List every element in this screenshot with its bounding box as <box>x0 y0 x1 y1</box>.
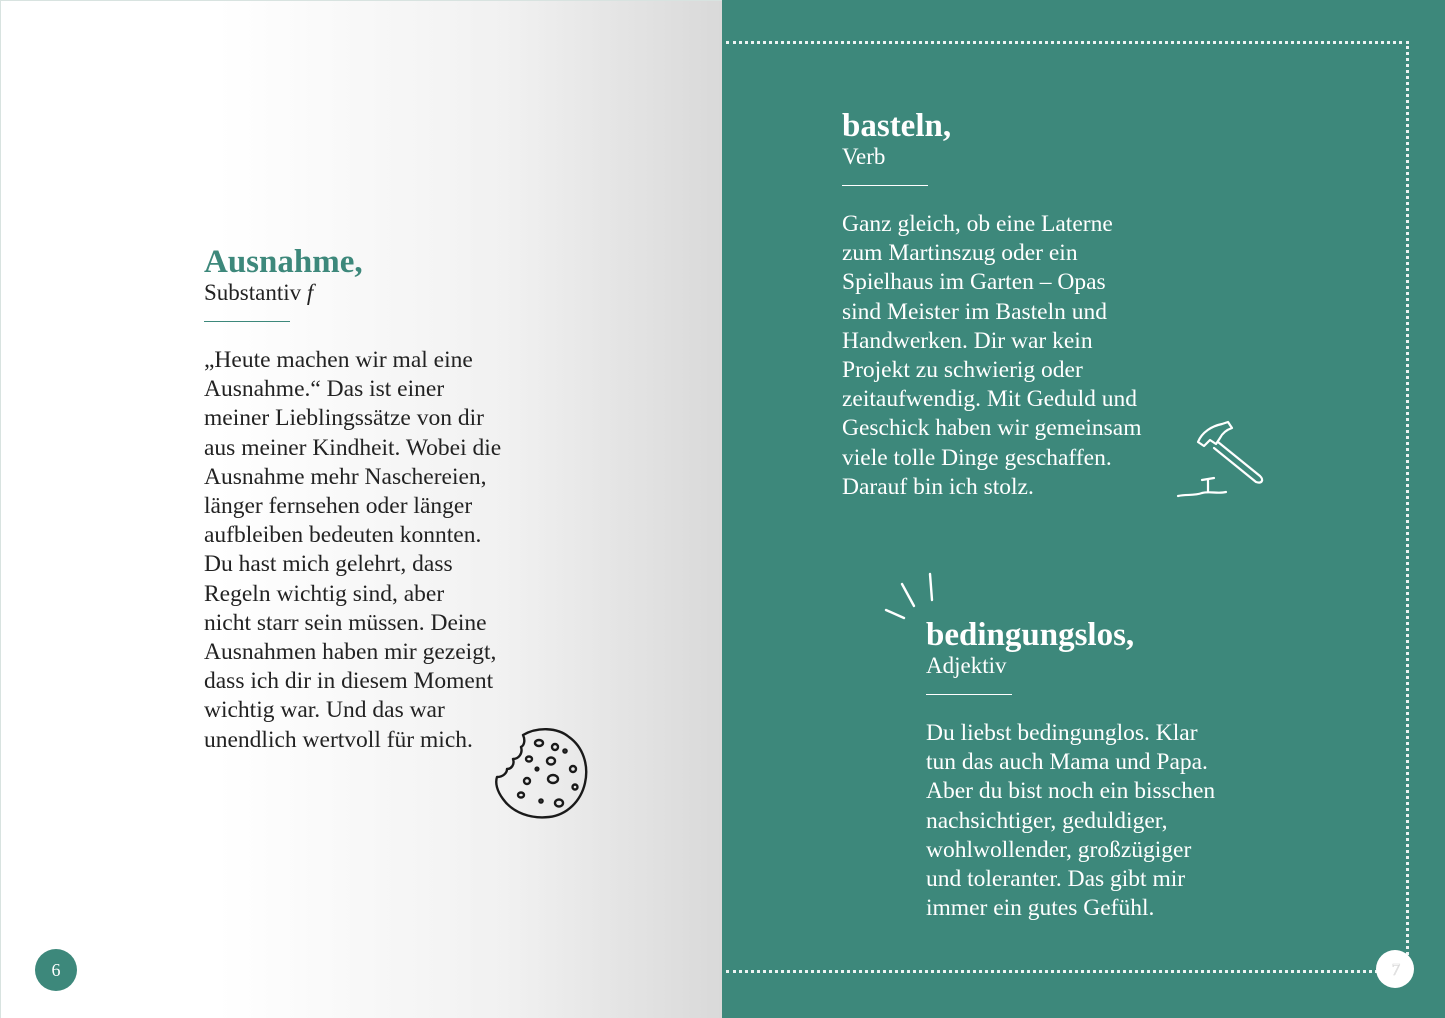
body-line: nicht starr sein müssen. Deine <box>204 609 487 636</box>
gender-marker: f <box>306 280 314 305</box>
body-line: länger fernsehen oder länger <box>204 493 473 520</box>
divider-rule <box>926 694 1012 695</box>
part-of-speech: Verb <box>842 144 886 169</box>
entry-body <box>204 346 501 755</box>
part-of-speech <box>204 279 501 307</box>
entry-basteln <box>842 109 1142 502</box>
body-line: immer ein gutes Gefühl. <box>926 895 1155 922</box>
body-line: Ausnahmen haben mir gezeigt, <box>204 639 497 666</box>
entry-bedingungslos <box>926 618 1215 923</box>
body-line: Du hast mich gelehrt, dass <box>204 551 453 578</box>
body-line: sind Meister im Basteln und <box>842 298 1108 325</box>
headword: basteln, <box>842 108 952 144</box>
entry-ausnahme <box>204 245 501 755</box>
body-line: Darauf bin ich stolz. <box>842 473 1034 500</box>
left-page <box>0 0 722 1018</box>
body-line: Geschick haben wir gemeinsam <box>842 415 1142 442</box>
body-line: nachsichtiger, geduldiger, <box>926 807 1168 834</box>
entry-body <box>926 719 1215 923</box>
right-page <box>722 0 1445 1018</box>
page-number-right <box>1373 948 1417 990</box>
body-line: dass ich dir in diesem Moment <box>204 668 494 695</box>
body-line: tun das auch Mama und Papa. <box>926 749 1208 776</box>
body-line: „Heute machen wir mal eine <box>204 347 473 373</box>
body-line: viele tolle Dinge geschaffen. <box>842 444 1112 471</box>
body-line: meiner Lieblingssätze von dir <box>204 405 484 432</box>
body-line: wohlwollender, großzügiger <box>926 836 1192 863</box>
divider-rule <box>204 321 290 322</box>
hammer-icon <box>1176 418 1276 502</box>
headword: bedingungslos, <box>926 617 1135 653</box>
body-line: Spielhaus im Garten – Opas <box>842 269 1106 296</box>
body-line: Du liebst bedingunglos. Klar <box>926 720 1198 746</box>
body-line: und toleranter. Das gibt mir <box>926 866 1186 893</box>
body-line: Ausnahme.“ Das ist einer <box>204 376 445 403</box>
body-line: Handwerken. Dir war kein <box>842 327 1093 354</box>
body-line: Ganz gleich, ob eine Laterne <box>842 211 1113 237</box>
entry-body <box>842 210 1142 502</box>
body-line: Aber du bist noch ein bisschen <box>926 778 1216 805</box>
part-of-speech: Adjektiv <box>926 653 1007 678</box>
body-line: aufbleiben bedeuten konnten. <box>204 522 482 549</box>
body-line: wichtig war. Und das war <box>204 697 445 724</box>
page-number-text: 7 <box>1391 960 1401 979</box>
body-line: unendlich wertvoll für mich. <box>204 726 473 753</box>
headword: Ausnahme, <box>204 244 363 280</box>
body-line: aus meiner Kindheit. Wobei die <box>204 434 502 461</box>
body-line: Regeln wichtig sind, aber <box>204 580 445 607</box>
body-line: Ausnahme mehr Naschereien, <box>204 463 487 490</box>
body-line: zum Martinszug oder ein <box>842 240 1078 267</box>
page-number-text: 6 <box>51 959 61 980</box>
body-line: Projekt zu schwierig oder <box>842 357 1083 384</box>
page-number-left <box>35 949 77 991</box>
cookie-icon <box>493 725 591 821</box>
part-of-speech-label: Substantiv <box>204 280 302 305</box>
divider-rule <box>842 185 928 186</box>
body-line: zeitaufwendig. Mit Geduld und <box>842 386 1137 413</box>
